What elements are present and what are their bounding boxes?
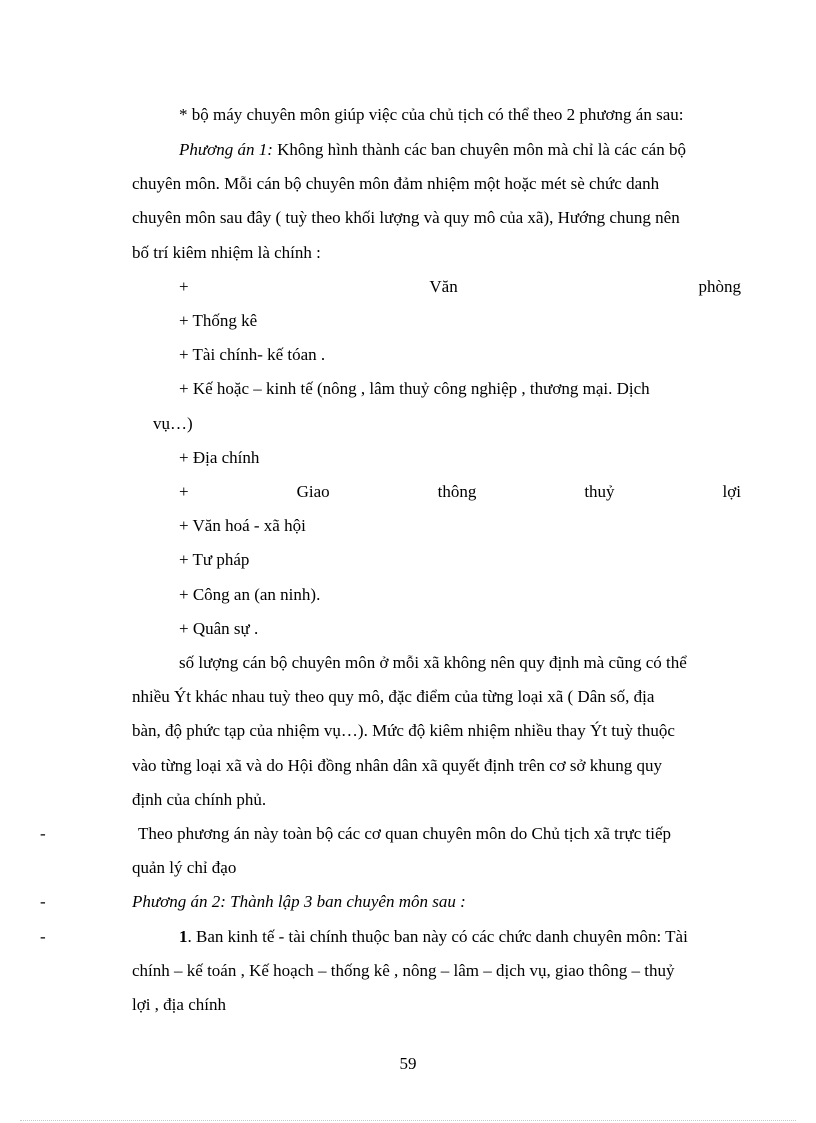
body-line: số lượng cán bộ chuyên môn ở mỗi xã không nên quy định mà cũng có thể bbox=[179, 653, 687, 672]
intro-line: * bộ máy chuyên môn giúp việc của chủ tịch có thể theo 2 phương án sau: bbox=[179, 105, 684, 124]
body-line: bố trí kiêm nhiệm là chính : bbox=[132, 243, 321, 262]
page-number: 59 bbox=[399, 1054, 417, 1073]
body-line: chuyên môn. Mỗi cán bộ chuyên môn đảm nhiệm một hoặc mét sè chức danh bbox=[132, 174, 660, 193]
item-number: 1 bbox=[179, 927, 188, 946]
list-item: + Thống kê bbox=[179, 311, 258, 330]
list-item: + Tư pháp bbox=[179, 550, 250, 569]
list-plus: + bbox=[179, 482, 189, 501]
option1-line bbox=[179, 139, 686, 161]
body-line: định của chính phủ. bbox=[132, 790, 267, 809]
list-item: + Kế hoặc – kinh tế (nông , lâm thuỷ công nghiệp , thương mại. Dịch bbox=[179, 379, 650, 398]
bullet-dash: - bbox=[40, 892, 46, 911]
list-word: thông bbox=[437, 482, 477, 501]
body-line: vào từng loại xã và do Hội đồng nhân dân xã quyết định trên cơ sở khung quy bbox=[132, 756, 663, 775]
option2-heading: Phương án 2: Thành lập 3 ban chuyên môn sau : bbox=[132, 892, 466, 911]
list-item: + Văn hoá - xã hội bbox=[179, 516, 306, 535]
bullet-dash: - bbox=[40, 927, 46, 946]
body-line bbox=[179, 926, 688, 948]
option1-text: Không hình thành các ban chuyên môn mà chỉ là các cán bộ bbox=[272, 140, 686, 159]
bullet-dash: - bbox=[40, 824, 46, 843]
list-word: Văn bbox=[429, 277, 458, 296]
list-plus: + bbox=[179, 277, 189, 296]
item-text: . Ban kinh tế - tài chính thuộc ban này có các chức danh chuyên môn: Tài bbox=[187, 927, 688, 946]
list-item: + Tài chính- kế tóan . bbox=[179, 345, 326, 364]
list-item-giao-thong bbox=[179, 481, 741, 503]
body-line: Theo phương án này toàn bộ các cơ quan chuyên môn do Chủ tịch xã trực tiếp bbox=[138, 824, 672, 843]
option1-label: Phương án 1: bbox=[179, 140, 273, 159]
body-line: nhiều Ýt khác nhau tuỳ theo quy mô, đặc điểm của từng loại xã ( Dân số, địa bbox=[132, 687, 655, 706]
list-item-continuation: vụ…) bbox=[153, 414, 193, 433]
list-word: lợi bbox=[722, 482, 741, 501]
list-item: + Địa chính bbox=[179, 448, 260, 467]
list-item: + Quân sự . bbox=[179, 619, 259, 638]
body-line: chính – kế toán , Kế hoạch – thống kê , nông – lâm – dịch vụ, giao thông – thuỷ bbox=[132, 961, 675, 980]
body-line: bàn, độ phức tạp của nhiệm vụ…). Mức độ kiêm nhiệm nhiều thay Ýt tuỳ thuộc bbox=[132, 721, 675, 740]
body-line: chuyên môn sau đây ( tuỳ theo khối lượng và quy mô của xã), Hướng chung nên bbox=[132, 208, 680, 227]
list-item: + Công an (an ninh). bbox=[179, 585, 321, 604]
body-line: lợi , địa chính bbox=[132, 995, 226, 1014]
list-word: thuỷ bbox=[584, 482, 615, 501]
list-word: phòng bbox=[698, 277, 741, 296]
list-item-van-phong bbox=[179, 276, 741, 298]
list-word: Giao bbox=[296, 482, 330, 501]
footer-divider bbox=[20, 1120, 796, 1121]
body-line: quản lý chỉ đạo bbox=[132, 858, 237, 877]
